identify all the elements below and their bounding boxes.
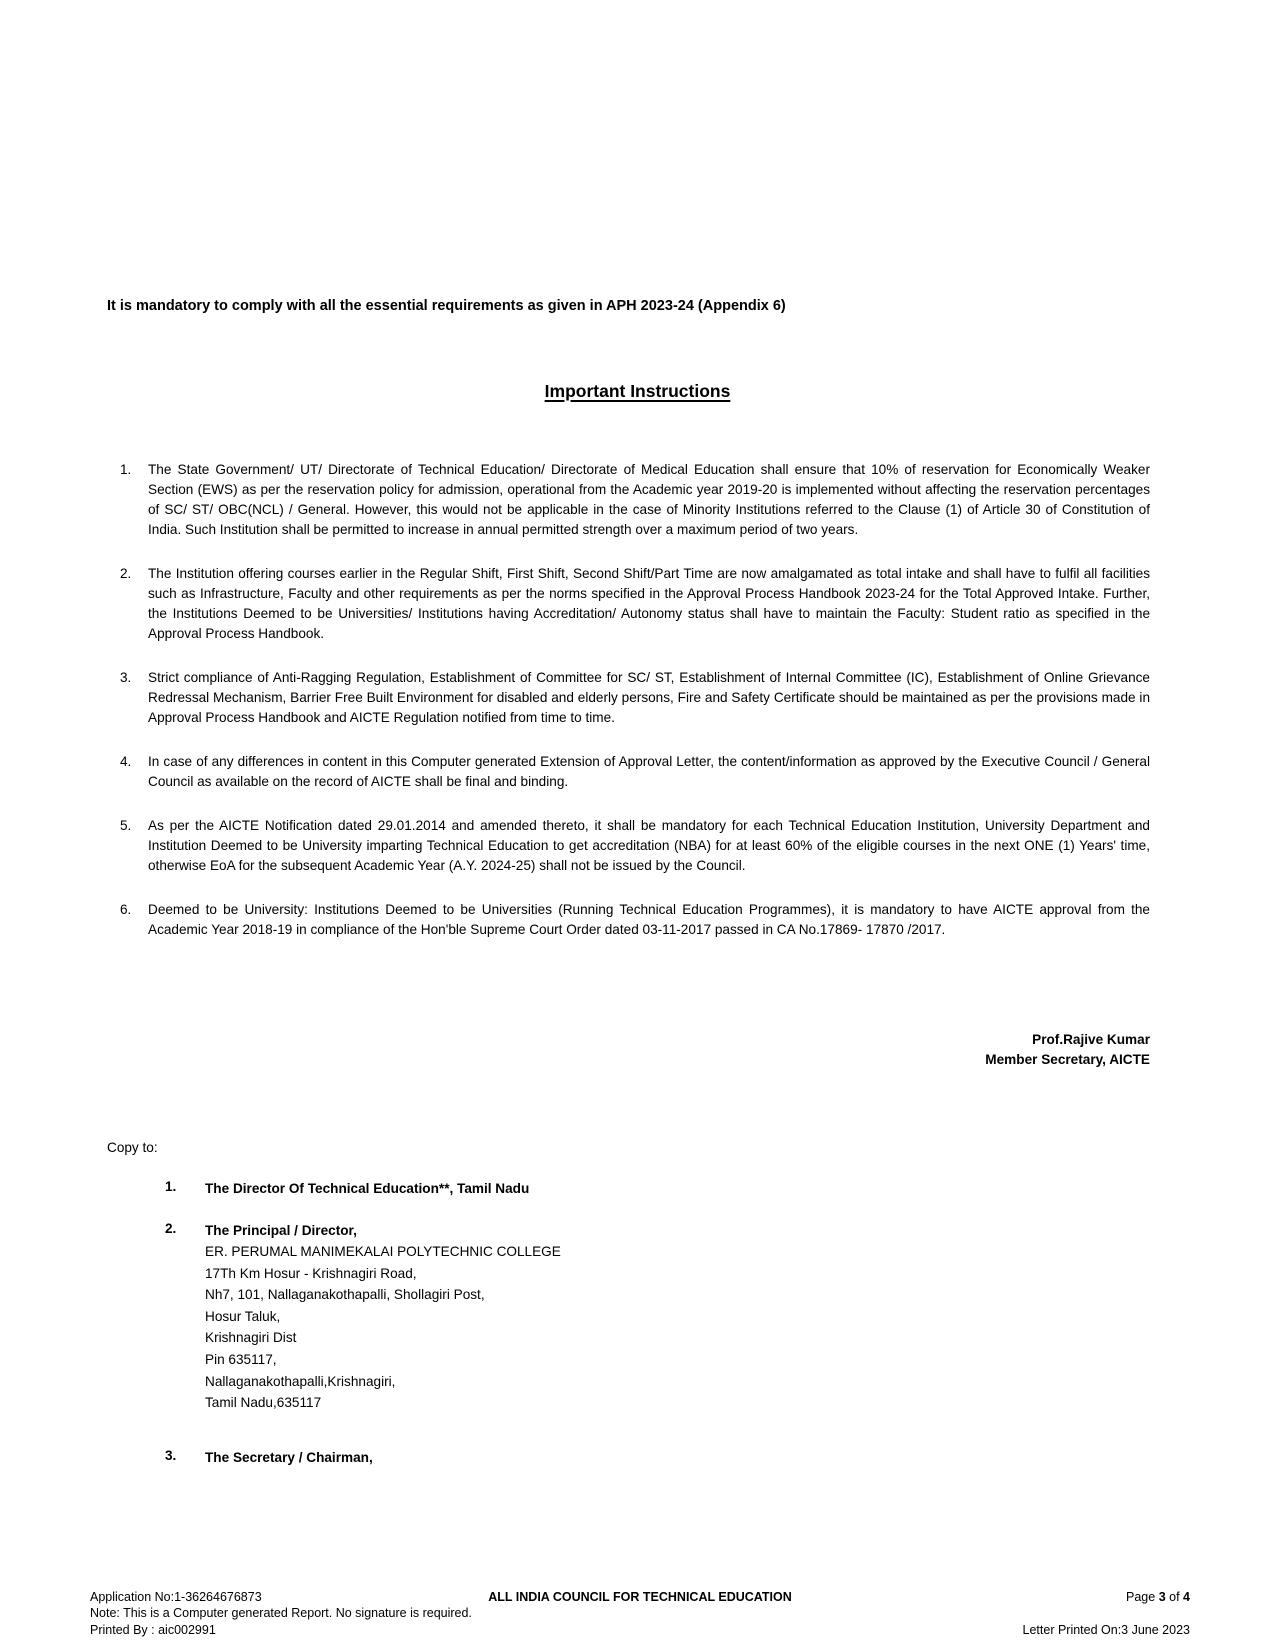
instructions-list <box>120 460 1150 964</box>
address-line: Krishnagiri Dist <box>205 1330 297 1346</box>
instruction-number: 5. <box>120 818 132 833</box>
instruction-text: As per the AICTE Notification dated 29.01.2014 and amended thereto, it shall be mandatory for each Technical Education Institution, University Department and Institution Deemed to be University imparting Technical Education to get accreditation (NBA) for at least 60% of the eligible courses in the next ONE (1) Years' time, otherwise EoA for the subsequent Academic Year (A.Y. 2024-25) shall not be issued by the Council. <box>148 818 1150 873</box>
address-line: 17Th Km Hosur - Krishnagiri Road, <box>205 1265 417 1281</box>
important-instructions-heading-wrap <box>0 381 1275 402</box>
address-line: ER. PERUMAL MANIMEKALAI POLYTECHNIC COLLEGE <box>205 1244 561 1259</box>
signatory-name: Prof.Rajive Kumar <box>1032 1032 1150 1047</box>
copy-to-item <box>165 1179 1150 1199</box>
printed-by: Printed By : aic002991 <box>90 1622 216 1637</box>
address-line: Hosur Taluk, <box>205 1308 281 1324</box>
instruction-text: Strict compliance of Anti-Ragging Regulation, Establishment of Committee for SC/ ST, Establishment of Internal Committee (IC), Establishment of Online Grievance Redressal Mechanism, Barrier Free Built Environment for disabled and elderly persons, Fire and Safety Certificate should be maintained as per the provisions made in Approval Process Handbook and AICTE Regulation notified from time to time. <box>148 670 1150 725</box>
computer-generated-note: Note: This is a Computer generated Report. No signature is required. <box>90 1606 472 1620</box>
copy-to-body <box>205 1221 561 1414</box>
page-footer <box>90 1589 1190 1639</box>
important-instructions-heading: Important Instructions <box>544 381 731 401</box>
address-line: Nh7, 101, Nallaganakothapalli, Shollagiri Post, <box>205 1287 485 1303</box>
address-line: Pin 635117, <box>205 1351 277 1367</box>
copy-to-title: The Secretary / Chairman, <box>205 1449 373 1465</box>
copy-to-number: 3. <box>165 1447 177 1463</box>
instruction-number: 1. <box>120 462 132 477</box>
copy-to-number: 1. <box>165 1179 177 1194</box>
footer-row-top <box>90 1589 1190 1606</box>
organization-name: ALL INDIA COUNCIL FOR TECHNICAL EDUCATION <box>488 1589 792 1604</box>
compliance-note: It is mandatory to comply with all the essential requirements as given in APH 2023-24 (Appendix 6) <box>107 298 786 314</box>
instruction-number: 2. <box>120 566 132 581</box>
footer-row-bottom <box>90 1622 1190 1639</box>
copy-to-body <box>205 1448 373 1468</box>
page-current: 3 <box>1158 1589 1166 1604</box>
instruction-item <box>120 564 1150 644</box>
recipient-address <box>205 1241 561 1414</box>
copy-to-item <box>165 1448 1150 1468</box>
copy-to-item <box>165 1221 1150 1414</box>
page-total: 4 <box>1183 1589 1190 1604</box>
instruction-item <box>120 816 1150 876</box>
copy-to-label: Copy to: <box>107 1140 158 1155</box>
application-number: Application No:1-36264676873 <box>90 1589 262 1604</box>
signatory-title: Member Secretary, AICTE <box>985 1052 1150 1067</box>
copy-to-title: The Principal / Director, <box>205 1223 357 1238</box>
instruction-text: The Institution offering courses earlier in the Regular Shift, First Shift, Second Shift/Part Time are now amalgamated as total intake and shall have to fulfil all facilities such as Infrastructure, Faculty and other requirements as per the norms specified in the Approval Process Handbook 2023-24 for the Total Approved Intake. Further, the Institutions Deemed to be Universities/ Institutions having Accreditation/ Autonomy status shall have to maintain the Faculty: Student ratio as specified in the Approval Process Handbook. <box>148 566 1150 641</box>
copy-to-section <box>107 1140 1150 1490</box>
instruction-number: 4. <box>120 754 132 769</box>
address-line: Tamil Nadu,635117 <box>205 1395 322 1411</box>
instruction-text: The State Government/ UT/ Directorate of Technical Education/ Directorate of Medical Education shall ensure that 10% of reservation for Economically Weaker Section (EWS) as per the reservation policy for admission, operational from the Academic year 2019-20 is implemented without affecting the reservation percentages of SC/ ST/ OBC(NCL) / General. However, this would not be applicable in the case of Minority Institutions referred to the Clause (1) of Article 30 of Constitution of India. Such Institution shall be permitted to increase in annual permitted strength over a maximum period of two years. <box>148 462 1150 537</box>
instruction-item <box>120 900 1150 940</box>
address-line: Nallaganakothapalli,Krishnagiri, <box>205 1373 396 1389</box>
instruction-number: 3. <box>120 670 132 685</box>
instruction-number: 6. <box>120 902 132 917</box>
page-of-label: of <box>1169 1589 1180 1604</box>
page-indicator <box>866 1589 1190 1606</box>
signature-block <box>107 1030 1150 1070</box>
instruction-item <box>120 460 1150 540</box>
copy-to-number: 2. <box>165 1221 177 1236</box>
instruction-text: In case of any differences in content in this Computer generated Extension of Approval Letter, the content/information as approved by the Executive Council / General Council as available on the record of AICTE shall be final and binding. <box>148 754 1150 789</box>
page-label: Page <box>1126 1589 1156 1604</box>
copy-to-title: The Director Of Technical Education**, Tamil Nadu <box>205 1181 530 1196</box>
letter-printed-on: Letter Printed On:3 June 2023 <box>1022 1622 1190 1637</box>
instruction-item <box>120 752 1150 792</box>
instruction-text: Deemed to be University: Institutions Deemed to be Universities (Running Technical Education Programmes), it is mandatory to have AICTE approval from the Academic Year 2018-19 in compliance of the Hon'ble Supreme Court Order dated 03-11-2017 passed in CA No.17869- 17870 /2017. <box>148 902 1150 937</box>
copy-to-body <box>205 1179 529 1199</box>
instruction-item <box>120 668 1150 728</box>
